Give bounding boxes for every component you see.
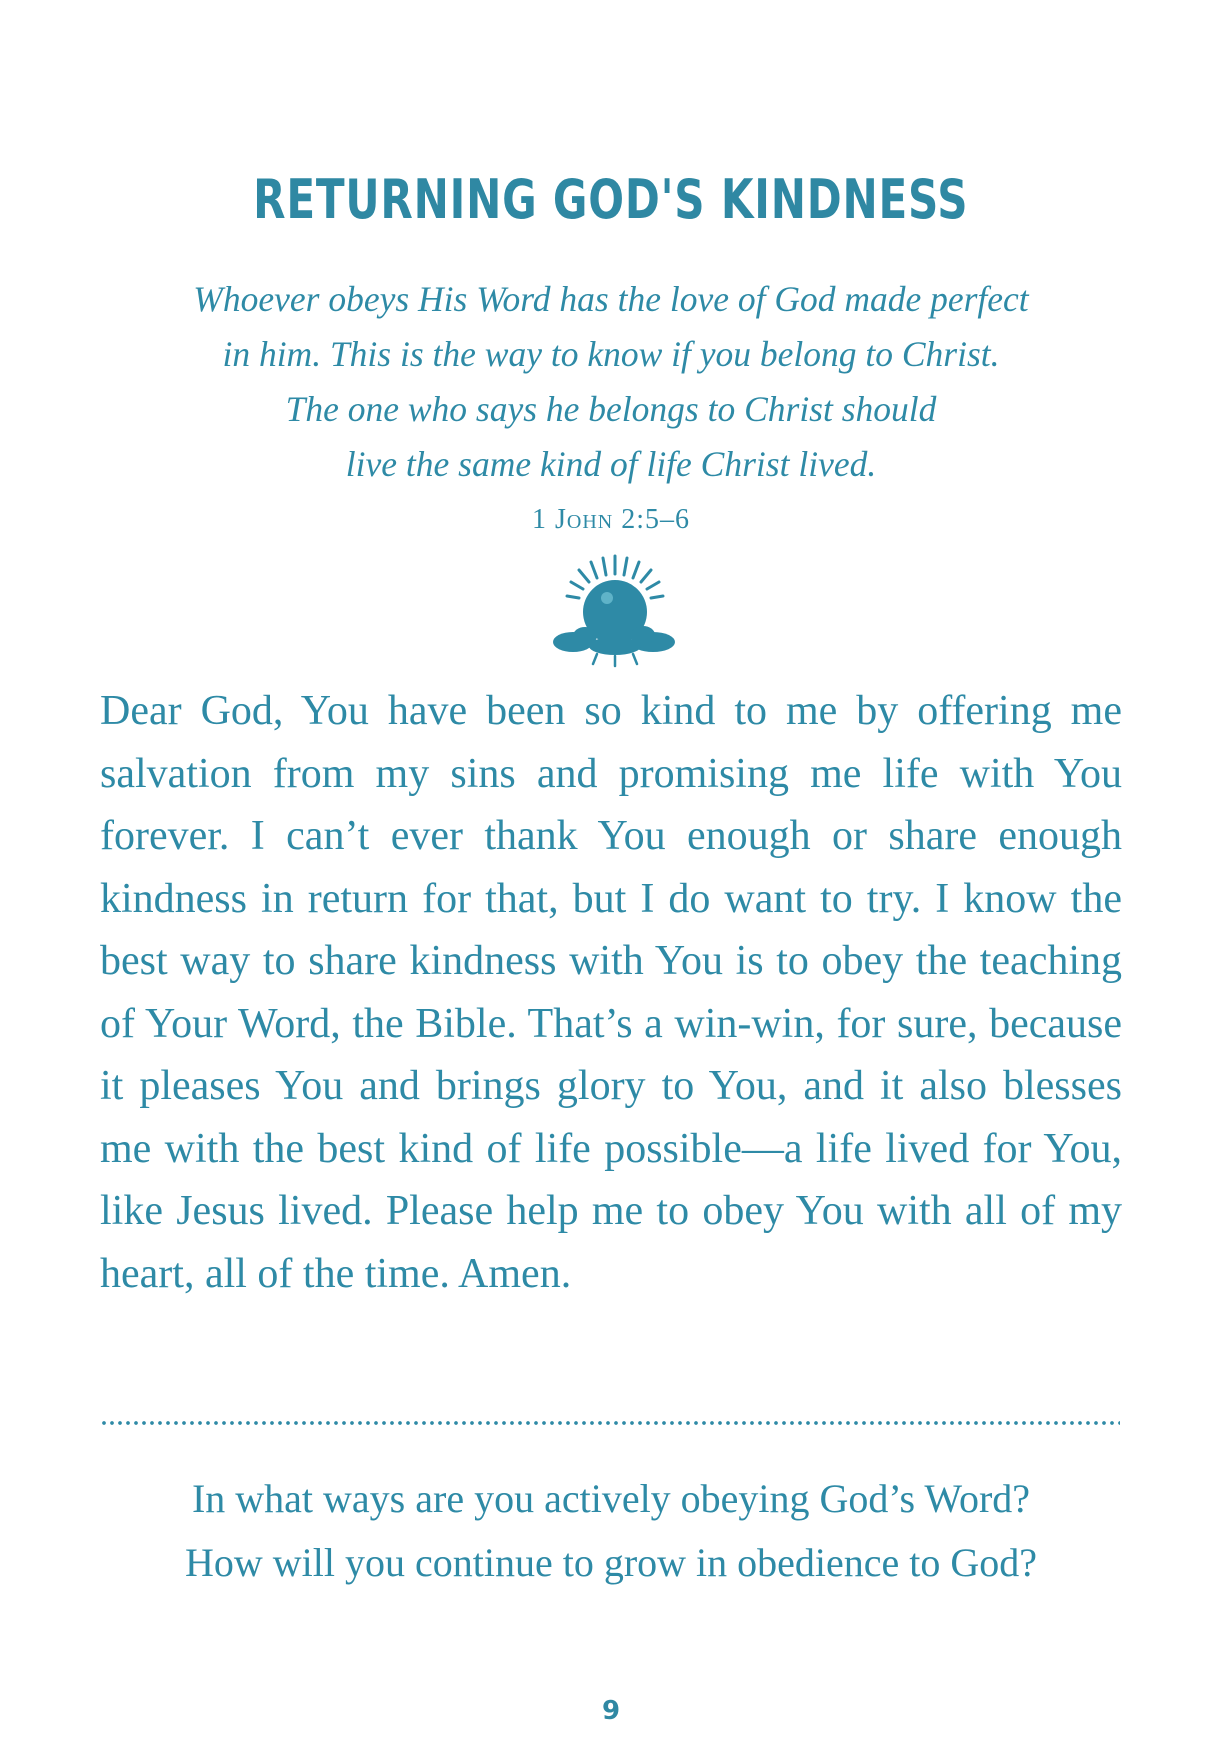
question: In what ways are you actively obeying God’s Word? bbox=[191, 1476, 1031, 1521]
verse-line: Whoever obeys His Word has the love of God made perfect bbox=[193, 279, 1029, 319]
page-number: 9 bbox=[601, 1696, 621, 1726]
dotted-divider bbox=[100, 1420, 1120, 1426]
verse-line: live the same kind of life Christ lived. bbox=[345, 444, 877, 484]
verse-line: The one who says he belongs to Christ should bbox=[285, 389, 937, 429]
reflection-questions bbox=[0, 1467, 1222, 1595]
sun-with-clouds-icon bbox=[545, 550, 685, 670]
page-title: RETURNING GOD'S KINDNESS bbox=[253, 168, 969, 231]
verse-line: in him. This is the way to know if you belong to Christ. bbox=[222, 334, 1000, 374]
question: How will you continue to grow in obedience to God? bbox=[184, 1540, 1038, 1585]
verse-reference: 1 John 2:5–6 bbox=[531, 504, 690, 535]
prayer-text: Dear God, You have been so kind to me by offering me salvation from my sins and promising me life with You forever. I can’t ever thank You enough or share enough kindness in return for that, but I do want to try. I know the best way to share kindness with You is to obey the teaching of Your Word, the Bible. That’s a win-win, for sure, because it pleases You and brings glory to You, and it also blesses me with the best kind of life possible—a life lived for You, like Jesus lived. Please help me to obey You with all of my heart, all of the time. Amen. bbox=[100, 688, 1122, 1297]
scripture-verse bbox=[0, 272, 1222, 492]
